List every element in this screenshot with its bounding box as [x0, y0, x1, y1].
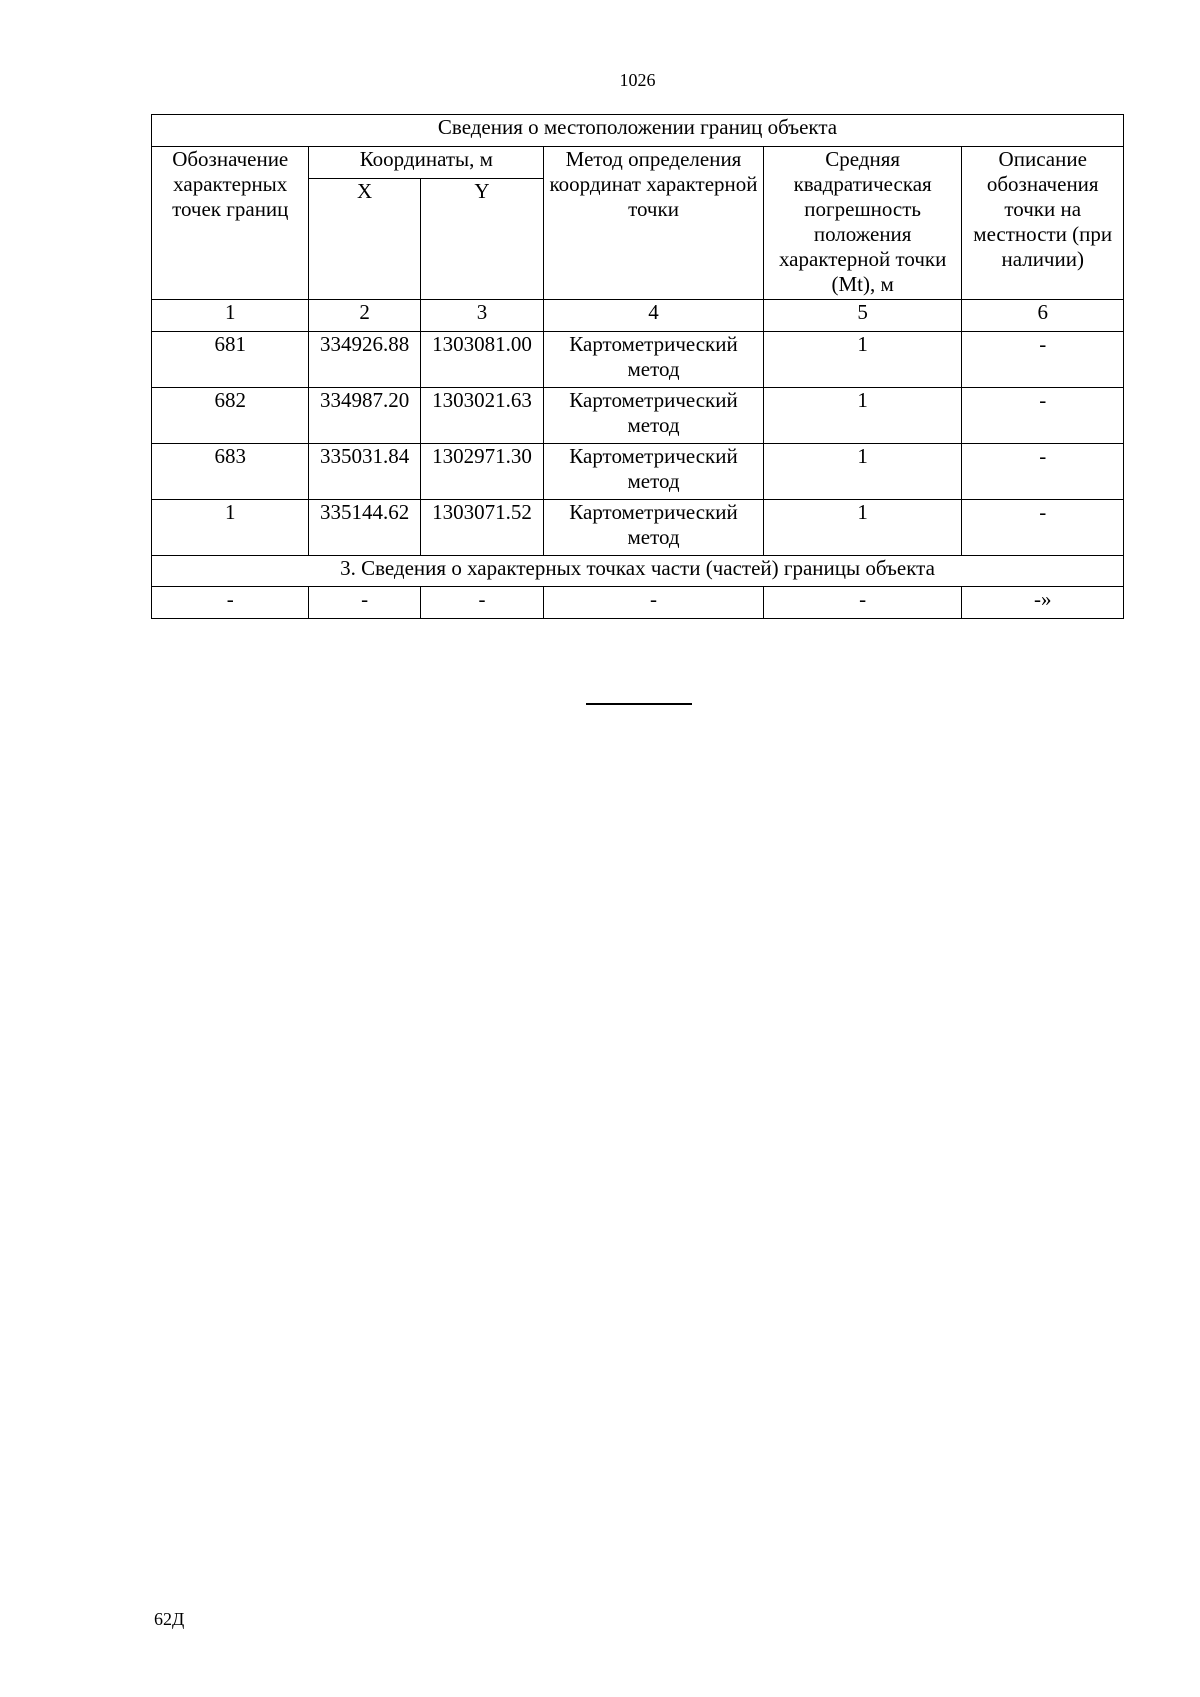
cell-accuracy: 1	[763, 332, 962, 388]
column-number: 3	[420, 300, 543, 332]
cell-description: -	[962, 444, 1124, 500]
cell-empty: -	[152, 587, 309, 619]
header-x: X	[309, 179, 420, 300]
table-row	[152, 388, 1124, 444]
cell-description: -	[962, 500, 1124, 556]
cell-y: 1303021.63	[420, 388, 543, 444]
cell-accuracy: 1	[763, 444, 962, 500]
column-number: 4	[544, 300, 764, 332]
cell-method: Картометрический метод	[544, 388, 764, 444]
section-empty-row	[152, 587, 1124, 619]
cell-x: 335031.84	[309, 444, 420, 500]
header-y: Y	[420, 179, 543, 300]
cell-y: 1303081.00	[420, 332, 543, 388]
cell-y: 1302971.30	[420, 444, 543, 500]
column-number: 1	[152, 300, 309, 332]
cell-point: 1	[152, 500, 309, 556]
cell-empty: -	[763, 587, 962, 619]
cell-method: Картометрический метод	[544, 500, 764, 556]
section-title-row	[152, 556, 1124, 587]
table-row	[152, 444, 1124, 500]
cell-method: Картометрический метод	[544, 332, 764, 388]
table-caption: Сведения о местоположении границ объекта	[152, 115, 1124, 147]
column-number-row	[152, 300, 1124, 332]
header-row	[152, 147, 1124, 179]
cell-empty: -	[544, 587, 764, 619]
cell-method: Картометрический метод	[544, 444, 764, 500]
footer-code: 62Д	[154, 1609, 185, 1629]
header-point: Обозначение характерных точек границ	[152, 147, 309, 300]
page-number: 1026	[619, 70, 656, 90]
header-description: Описание обозначения точки на местности (при наличии)	[962, 147, 1124, 300]
table-caption-row	[152, 115, 1124, 147]
footer-divider	[586, 703, 692, 705]
cell-point: 683	[152, 444, 309, 500]
section-title: 3. Сведения о характерных точках части (частей) границы объекта	[152, 556, 1124, 587]
cell-empty: -	[309, 587, 420, 619]
column-number: 2	[309, 300, 420, 332]
header-coordinates: Координаты, м	[309, 147, 544, 179]
cell-accuracy: 1	[763, 500, 962, 556]
cell-point: 681	[152, 332, 309, 388]
column-number: 6	[962, 300, 1124, 332]
cell-x: 334926.88	[309, 332, 420, 388]
cell-point: 682	[152, 388, 309, 444]
cell-x: 334987.20	[309, 388, 420, 444]
cell-description: -	[962, 388, 1124, 444]
boundary-table	[151, 114, 1124, 619]
cell-empty: -»	[962, 587, 1124, 619]
column-number: 5	[763, 300, 962, 332]
table-row	[152, 332, 1124, 388]
cell-x: 335144.62	[309, 500, 420, 556]
header-method: Метод определения координат характерной точки	[544, 147, 764, 300]
cell-empty: -	[420, 587, 543, 619]
header-accuracy: Средняя квадратическая погрешность положения характерной точки (Mt), м	[763, 147, 962, 300]
cell-y: 1303071.52	[420, 500, 543, 556]
cell-description: -	[962, 332, 1124, 388]
table-row	[152, 500, 1124, 556]
cell-accuracy: 1	[763, 388, 962, 444]
